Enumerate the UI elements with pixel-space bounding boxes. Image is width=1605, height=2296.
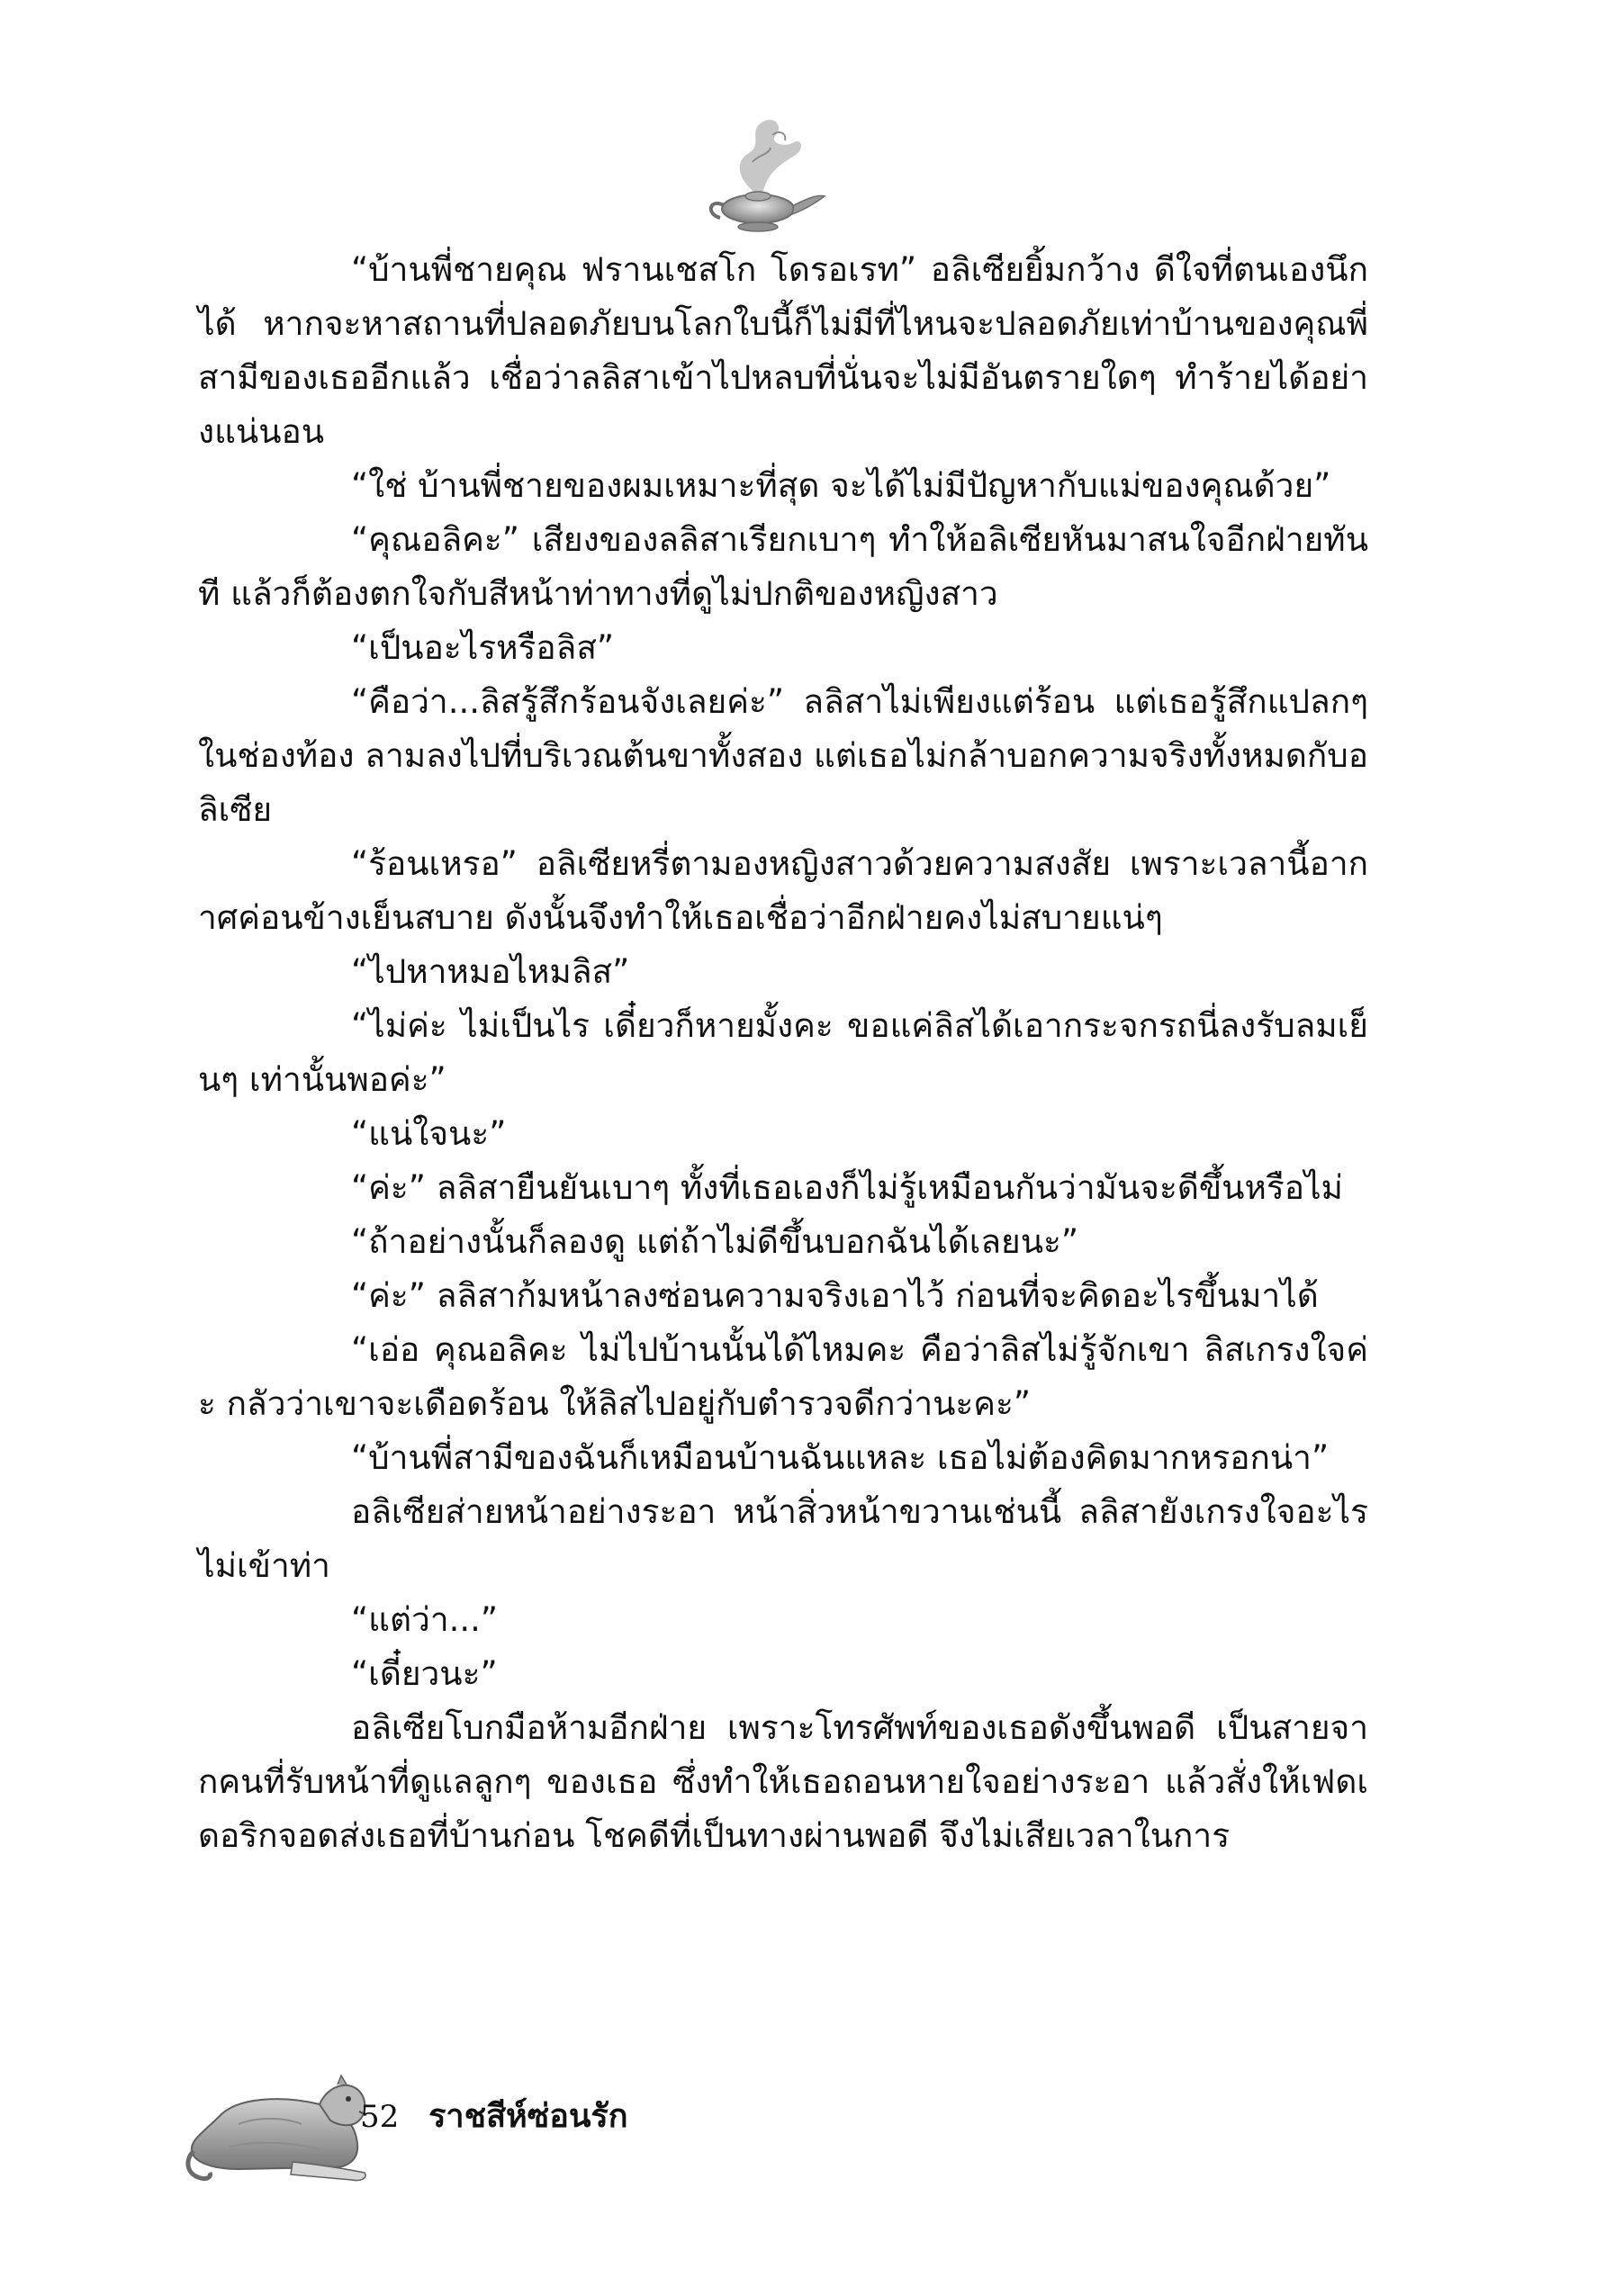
page-number: 52	[360, 2099, 400, 2135]
paragraph: “บ้านพี่สามีของฉันก็เหมือนบ้านฉันแหละ เธอไม่ต้องคิดมากหรอกน่า”	[351, 1438, 1330, 1477]
book-title: ราชสีห์ซ่อนรัก	[428, 2098, 628, 2135]
lioness-icon	[185, 2061, 374, 2187]
folio	[360, 2097, 628, 2137]
paragraph: “เอ่อ คุณอลิคะ ไม่ไปบ้านนั้นได้ไหมคะ คือว่าลิสไม่รู้จักเขา ลิสเกรงใจค่ะ กลัวว่าเขาจะเดือดร้อน ให้ลิสไปอยู่กับตำรวจดีกว่านะคะ”	[198, 1330, 1368, 1423]
paragraph: “ถ้าอย่างนั้นก็ลองดู แต่ถ้าไม่ดีขึ้นบอกฉันได้เลยนะ”	[351, 1222, 1079, 1261]
paragraph: “คือว่า...ลิสรู้สึกร้อนจังเลยค่ะ” ลลิสาไม่เพียงแต่ร้อน แต่เธอรู้สึกแปลกๆ ในช่องท้อง ลามลงไปที่บริเวณต้นขาทั้งสอง แต่เธอไม่กล้าบอกความจริงทั้งหมดกับอลิเซีย	[198, 682, 1368, 829]
paragraph: “คุณอลิคะ” เสียงของลลิสาเรียกเบาๆ ทำให้อลิเซียหันมาสนใจอีกฝ่ายทันที แล้วก็ต้องตกใจกับสีหน้าท่าทางที่ดูไม่ปกติของหญิงสาว	[198, 520, 1368, 613]
paragraph: “แต่ว่า...”	[351, 1600, 499, 1639]
paragraph: “ค่ะ” ลลิสาก้มหน้าลงซ่อนความจริงเอาไว้ ก่อนที่จะคิดอะไรขึ้นมาได้	[351, 1276, 1319, 1315]
page-footer	[185, 2061, 725, 2187]
paragraph: “แน่ใจนะ”	[351, 1114, 507, 1153]
paragraph: “เดี๋ยวนะ”	[351, 1654, 498, 1693]
paragraph: “ค่ะ” ลลิสายืนยันเบาๆ ทั้งที่เธอเองก็ไม่รู้เหมือนกันว่ามันจะดีขึ้นหรือไม่	[351, 1168, 1343, 1207]
genie-lamp-icon	[693, 108, 828, 243]
paragraph: “ไม่ค่ะ ไม่เป็นไร เดี๋ยวก็หายมั้งคะ ขอแค่ลิสได้เอากระจกรถนี่ลงรับลมเย็นๆ เท่านั้นพอค่ะ”	[198, 1006, 1368, 1099]
body-text	[198, 243, 1368, 1863]
paragraph: “เป็นอะไรหรือลิส”	[351, 628, 615, 667]
paragraph: อลิเซียโบกมือห้ามอีกฝ่าย เพราะโทรศัพท์ของเธอดังขึ้นพอดี เป็นสายจากคนที่รับหน้าที่ดูแลลูกๆ ของเธอ ซึ่งทำให้เธอถอนหายใจอย่างระอา แล้วสั่งให้เฟดเดอริกจอดส่งเธอที่บ้านก่อน โชคดีที่เป็นทางผ่านพอดี จึงไม่เสียเวลาในการ	[198, 1708, 1368, 1855]
paragraph: อลิเซียส่ายหน้าอย่างระอา หน้าสิ่วหน้าขวานเช่นนี้ ลลิสายังเกรงใจอะไรไม่เข้าท่า	[198, 1492, 1368, 1585]
paragraph: “ใช่ บ้านพี่ชายของผมเหมาะที่สุด จะได้ไม่มีปัญหากับแม่ของคุณด้วย”	[351, 466, 1331, 505]
paragraph: “ร้อนเหรอ” อลิเซียหรี่ตามองหญิงสาวด้วยความสงสัย เพราะเวลานี้อากาศค่อนข้างเย็นสบาย ดังนั้นจึงทำให้เธอเชื่อว่าอีกฝ่ายคงไม่สบายแน่ๆ	[198, 844, 1368, 937]
paragraph: “บ้านพี่ชายคุณ ฟรานเชสโก โดรอเรท” อลิเซียยิ้มกว้าง ดีใจที่ตนเองนึกได้ หากจะหาสถานที่ปลอดภัยบนโลกใบนี้ก็ไม่มีที่ไหนจะปลอดภัยเท่าบ้านของคุณพี่สามีของเธออีกแล้ว เชื่อว่าลลิสาเข้าไปหลบที่นั่นจะไม่มีอันตรายใดๆ ทำร้ายได้อย่างแน่นอน	[198, 250, 1368, 451]
paragraph: “ไปหาหมอไหมลิส”	[351, 952, 630, 991]
